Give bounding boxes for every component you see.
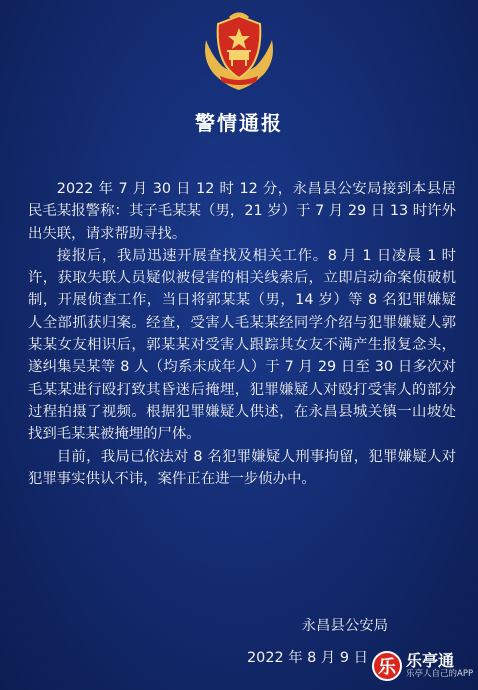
- signature-date: 2022 年 8 月 9 日: [247, 650, 368, 666]
- paragraph-status: 目前，我局已依法对 8 名犯罪嫌疑人刑事拘留，犯罪嫌疑人对犯罪事实供认不讳，案件正在进一步侦办中。: [28, 448, 456, 487]
- watermark-badge-icon: 乐: [372, 651, 402, 681]
- watermark-logo: [372, 646, 474, 686]
- police-emblem-icon: [200, 10, 278, 92]
- signature-org: 永昌县公安局: [301, 618, 388, 634]
- page-title: 警情通报: [195, 111, 283, 135]
- watermark-sub: 乐亭人自己的APP: [406, 668, 474, 679]
- watermark-name: 乐亭通: [406, 651, 455, 671]
- paragraph-report: 2022 年 7 月 30 日 12 时 12 分，永昌县公安局接到本县居民毛某报警称：其子毛某某（男，21 岁）于 7 月 29 日 13 时许外出失联，请求帮助寻找。: [28, 181, 456, 242]
- paragraph-investigation: 接报后，我局迅速开展查找及相关工作。8 月 1 日凌晨 1 时许，获取失联人员疑似被侵害的相关线索后，立即启动命案侦破机制，开展侦查工作，当日将郭某某（男，14 岁）等 8 名犯罪嫌疑人全部抓获归案。经查，受害人毛某某经同学介绍与犯罪嫌疑人郭某某女友相识后，郭某某对受害人跟踪其女友不满产生报复念头，遂纠集吴某等 8 人（均系未成年人）于 7 月 29 日至 30 日多次对毛某某进行殴打致其昏迷后掩埋，犯罪嫌疑人对殴打受害人的部分过程拍摄了视频。根据犯罪嫌疑人供述，在永昌县城关镇一山坡处找到毛某某被掩埋的尸体。: [28, 247, 456, 443]
- report-body: [28, 178, 456, 490]
